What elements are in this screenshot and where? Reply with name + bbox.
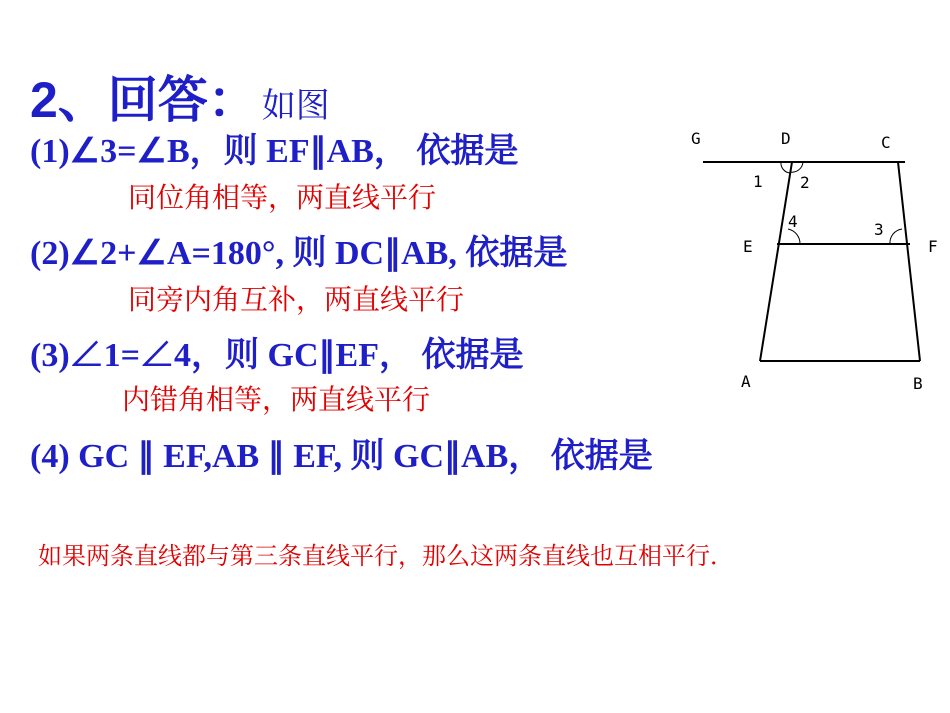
label-f: F (928, 237, 938, 256)
question-4: (4) GC ∥ EF,AB ∥ EF, 则 GC∥AB， 依据是 (30, 438, 653, 475)
label-b: B (913, 374, 923, 393)
angle-label-2: 2 (800, 173, 810, 192)
question-2: (2)∠2+∠A=180°, 则 DC∥AB, 依据是 (30, 235, 568, 272)
slide-title (30, 60, 330, 132)
answer-1: 同位角相等，两直线平行 (128, 181, 437, 214)
angle-3-arc (890, 229, 902, 244)
answer-2: 同旁内角互补，两直线平行 (128, 283, 465, 316)
line-da (760, 162, 792, 361)
angle-1-arc (781, 162, 790, 173)
label-e: E (743, 237, 753, 256)
label-g: G (691, 129, 701, 148)
angle-4-arc (788, 229, 800, 244)
angle-label-1: 1 (753, 172, 763, 191)
angle-label-4: 4 (788, 212, 798, 231)
question-1: (1)∠3=∠B，则 EF∥AB， 依据是 (30, 133, 519, 170)
label-a: A (741, 372, 751, 391)
question-3: (3)∠1=∠4，则 GC∥EF， 依据是 (30, 337, 524, 374)
geometry-diagram (685, 120, 947, 400)
answer-3: 内错角相等，两直线平行 (122, 383, 431, 416)
title-sub: 如图 (261, 87, 330, 125)
label-d: D (781, 129, 791, 148)
conclusion-text: 如果两条直线都与第三条直线平行，那么这两条直线也互相平行． (38, 542, 734, 570)
line-cb (898, 162, 920, 361)
label-c: C (881, 133, 891, 152)
title-main: 2、回答： (30, 72, 258, 128)
angle-label-3: 3 (874, 220, 884, 239)
